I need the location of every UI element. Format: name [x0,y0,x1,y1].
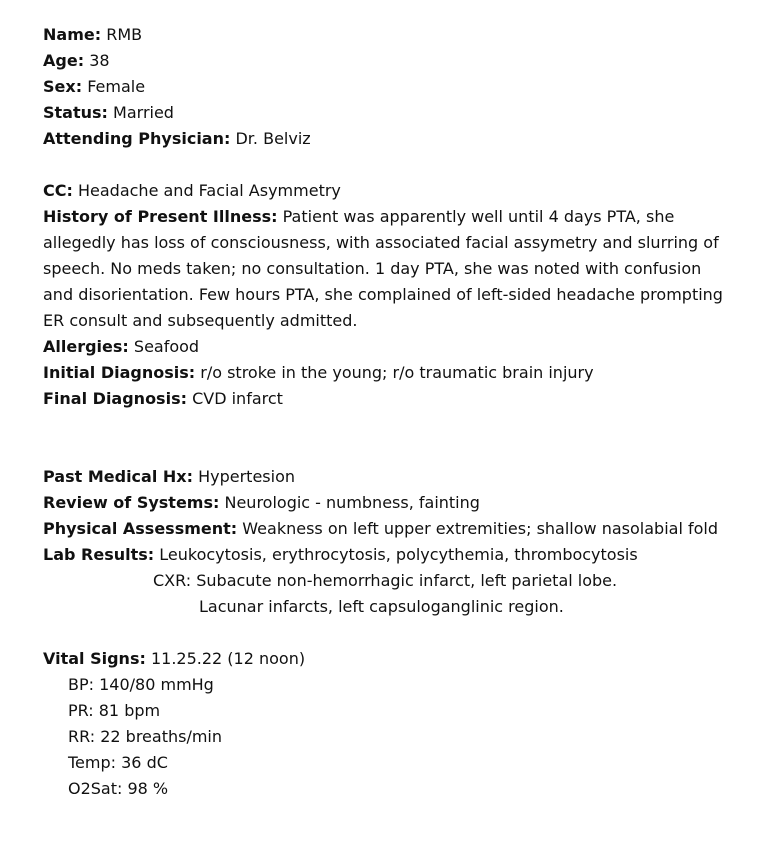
ros-row [43,490,733,516]
ros-label: Review of Systems: [43,493,220,512]
cc-row [43,178,733,204]
pmh-row [43,464,733,490]
vital-o2sat: O2Sat: 98 % [68,779,169,798]
physician-value: Dr. Belviz [235,129,311,148]
patient-record [43,22,733,802]
final-diagnosis-row [43,386,733,412]
hpi-label: History of Present Illness: [43,207,278,226]
sex-row [43,74,733,100]
physical-assessment-label: Physical Assessment: [43,519,238,538]
sex-label: Sex: [43,77,83,96]
lab-results-row [43,542,733,568]
physical-assessment-value: Weakness on left upper extremities; shallow nasolabial fold [242,519,718,538]
vital-rr: RR: 22 breaths/min [68,727,223,746]
vital-signs-datetime: 11.25.22 (12 noon) [150,649,306,668]
initial-diagnosis-label: Initial Diagnosis: [43,363,196,382]
status-value: Married [113,103,174,122]
spacer [43,412,733,464]
final-diagnosis-value: CVD infarct [192,389,283,408]
cxr-line-1: CXR: Subacute non-hemorrhagic infarct, left parietal lobe. [153,571,618,590]
physician-label: Attending Physician: [43,129,231,148]
final-diagnosis-label: Final Diagnosis: [43,389,187,408]
vital-pr: PR: 81 bpm [68,701,161,720]
name-value: RMB [106,25,143,44]
lab-results-label: Lab Results: [43,545,155,564]
spacer [43,620,733,646]
cc-label: CC: [43,181,73,200]
cc-value: Headache and Facial Asymmetry [77,181,341,200]
pmh-value: Hypertesion [198,467,295,486]
initial-diagnosis-row [43,360,733,386]
lab-results-value: Leukocytosis, erythrocytosis, polycythemia, thrombocytosis [159,545,638,564]
sex-value: Female [87,77,146,96]
vital-temp: Temp: 36 dC [68,753,168,772]
physical-assessment-row [43,516,733,542]
status-row [43,100,733,126]
status-label: Status: [43,103,108,122]
vital-signs-row [43,646,733,672]
allergies-row [43,334,733,360]
cxr-line-2: Lacunar infarcts, left capsuloganglinic region. [199,597,564,616]
spacer [43,152,733,178]
hpi-value: Patient was apparently well until 4 days PTA, she allegedly has loss of consciousness, with associated facial assymetry and slurring of speech. No meds taken; no consultation. 1 day PTA, she was noted with confusion and disorientation. Few hours PTA, she complained of left-sided headache prompting ER consult and subsequently admitted. [43,207,723,330]
ros-value: Neurologic - numbness, fainting [224,493,480,512]
vital-bp: BP: 140/80 mmHg [68,675,214,694]
allergies-label: Allergies: [43,337,129,356]
allergies-value: Seafood [133,337,200,356]
pmh-label: Past Medical Hx: [43,467,193,486]
age-value: 38 [89,51,110,70]
physician-row [43,126,733,152]
initial-diagnosis-value: r/o stroke in the young; r/o traumatic brain injury [200,363,594,382]
name-label: Name: [43,25,102,44]
age-row [43,48,733,74]
vital-signs-label: Vital Signs: [43,649,146,668]
age-label: Age: [43,51,85,70]
hpi-paragraph [43,204,733,334]
name-row [43,22,733,48]
